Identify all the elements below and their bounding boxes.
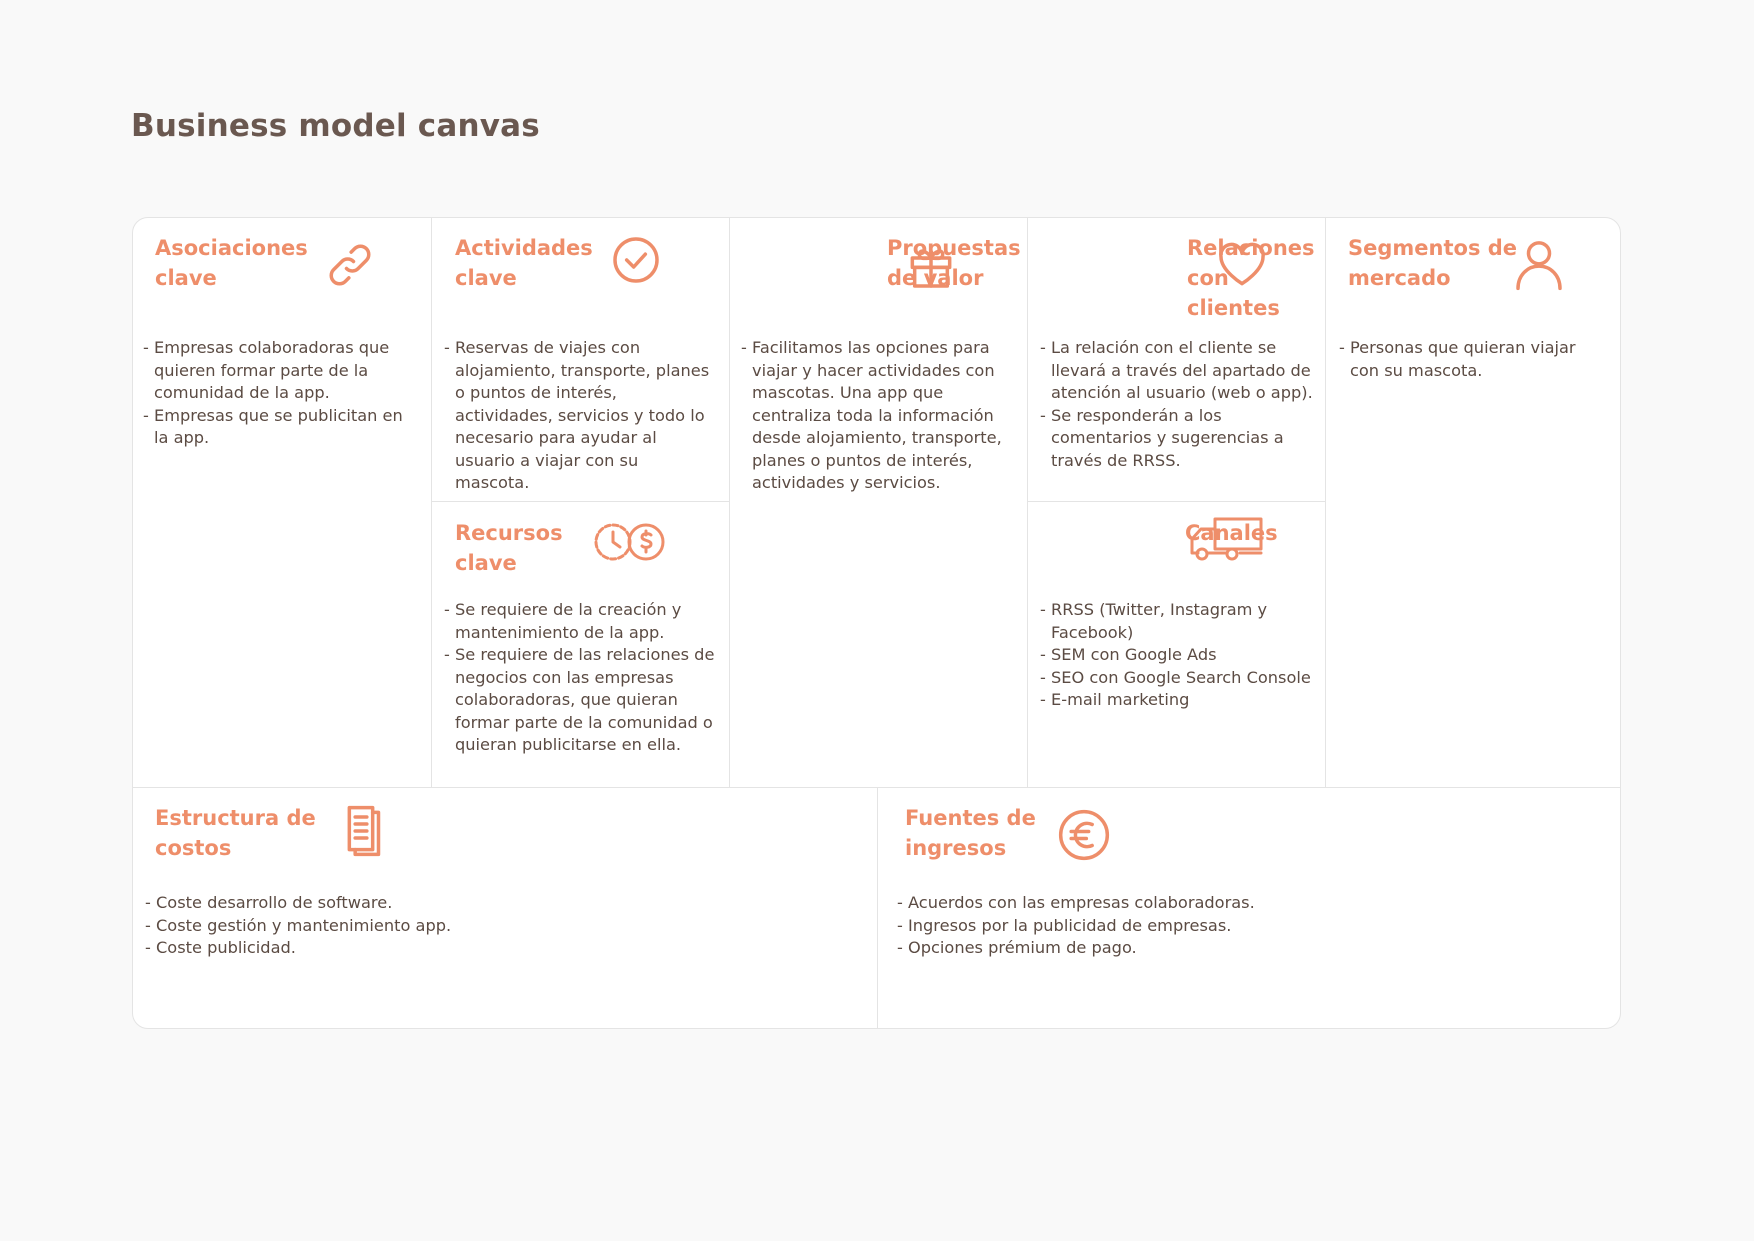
list-item: - SEM con Google Ads bbox=[1040, 644, 1315, 667]
channels-title: Canales bbox=[1185, 521, 1278, 545]
customer-relationships-list bbox=[1040, 337, 1315, 472]
list-item: - Se requiere de la creación y mantenimiento de la app. bbox=[444, 599, 716, 644]
cost-structure-title: Estructura de costos bbox=[155, 806, 316, 860]
key-activities-title: Actividades clave bbox=[455, 236, 593, 290]
time-money-icon bbox=[591, 517, 669, 567]
value-proposition-title: Propuestas de valor bbox=[887, 236, 1021, 290]
customer-relationships-title: Relaciones con clientes bbox=[1187, 236, 1315, 320]
list-item: - Coste publicidad. bbox=[145, 937, 745, 960]
key-resources-list bbox=[444, 599, 716, 757]
value-proposition-list bbox=[741, 337, 1013, 495]
customer-segments-title: Segmentos de mercado bbox=[1348, 236, 1518, 290]
key-resources-title: Recursos clave bbox=[455, 521, 563, 575]
value-proposition-block bbox=[729, 218, 1027, 787]
revenue-streams-block bbox=[878, 788, 1620, 1029]
list-item: - RRSS (Twitter, Instagram y Facebook) bbox=[1040, 599, 1315, 644]
list-item: - Empresas colaboradoras que quieren formar parte de la comunidad de la app. bbox=[143, 337, 413, 405]
list-item: - Se responderán a los comentarios y sugerencias a través de RRSS. bbox=[1040, 405, 1315, 473]
customer-segments-list bbox=[1339, 337, 1609, 382]
key-resources-block bbox=[431, 501, 729, 787]
list-item: - Coste desarrollo de software. bbox=[145, 892, 745, 915]
key-activities-list bbox=[444, 337, 716, 495]
list-item: - Opciones prémium de pago. bbox=[897, 937, 1497, 960]
list-item: - SEO con Google Search Console bbox=[1040, 667, 1315, 690]
list-item: - Reservas de viajes con alojamiento, transporte, planes o puntos de interés, actividades, servicios y todo lo necesario para ayudar al usuario a viajar con su mascota. bbox=[444, 337, 716, 495]
channels-block bbox=[1027, 501, 1325, 787]
customer-relationships-block bbox=[1027, 218, 1325, 501]
revenue-streams-list bbox=[897, 892, 1497, 960]
page-title: Business model canvas bbox=[131, 108, 540, 144]
list-item: - Facilitamos las opciones para viajar y hacer actividades con mascotas. Una app que centraliza toda la información desde alojamiento, transporte, planes o puntos de interés, actividades y servicios. bbox=[741, 337, 1013, 495]
check-circle-icon bbox=[608, 232, 664, 288]
truck-icon bbox=[1187, 513, 1267, 563]
list-item: - La relación con el cliente se llevará a través del apartado de atención al usuario (web o app). bbox=[1040, 337, 1315, 405]
list-item: - E-mail marketing bbox=[1040, 689, 1315, 712]
document-icon bbox=[333, 803, 389, 859]
heart-icon bbox=[1214, 237, 1270, 293]
euro-coin-icon bbox=[1056, 807, 1112, 863]
customer-segments-block bbox=[1325, 218, 1621, 787]
list-item: - Personas que quieran viajar con su mascota. bbox=[1339, 337, 1609, 382]
list-item: - Se requiere de las relaciones de negocios con las empresas colaboradoras, que quieran formar parte de la comunidad o quieran publicitarse en ella. bbox=[444, 644, 716, 757]
key-partners-block bbox=[133, 218, 431, 787]
channels-list bbox=[1040, 599, 1315, 712]
list-item: - Coste gestión y mantenimiento app. bbox=[145, 915, 745, 938]
cost-structure-block bbox=[133, 788, 877, 1029]
list-item: - Empresas que se publicitan en la app. bbox=[143, 405, 413, 450]
key-activities-block bbox=[431, 218, 729, 501]
key-partners-title: Asociaciones clave bbox=[155, 236, 308, 290]
list-item: - Acuerdos con las empresas colaboradoras. bbox=[897, 892, 1497, 915]
cost-structure-list bbox=[145, 892, 745, 960]
gift-icon bbox=[903, 237, 959, 293]
business-model-canvas bbox=[132, 217, 1621, 1029]
user-icon bbox=[1511, 237, 1567, 293]
key-partners-list bbox=[143, 337, 413, 450]
list-item: - Ingresos por la publicidad de empresas. bbox=[897, 915, 1497, 938]
revenue-streams-title: Fuentes de ingresos bbox=[905, 806, 1036, 860]
link-icon bbox=[322, 237, 378, 293]
